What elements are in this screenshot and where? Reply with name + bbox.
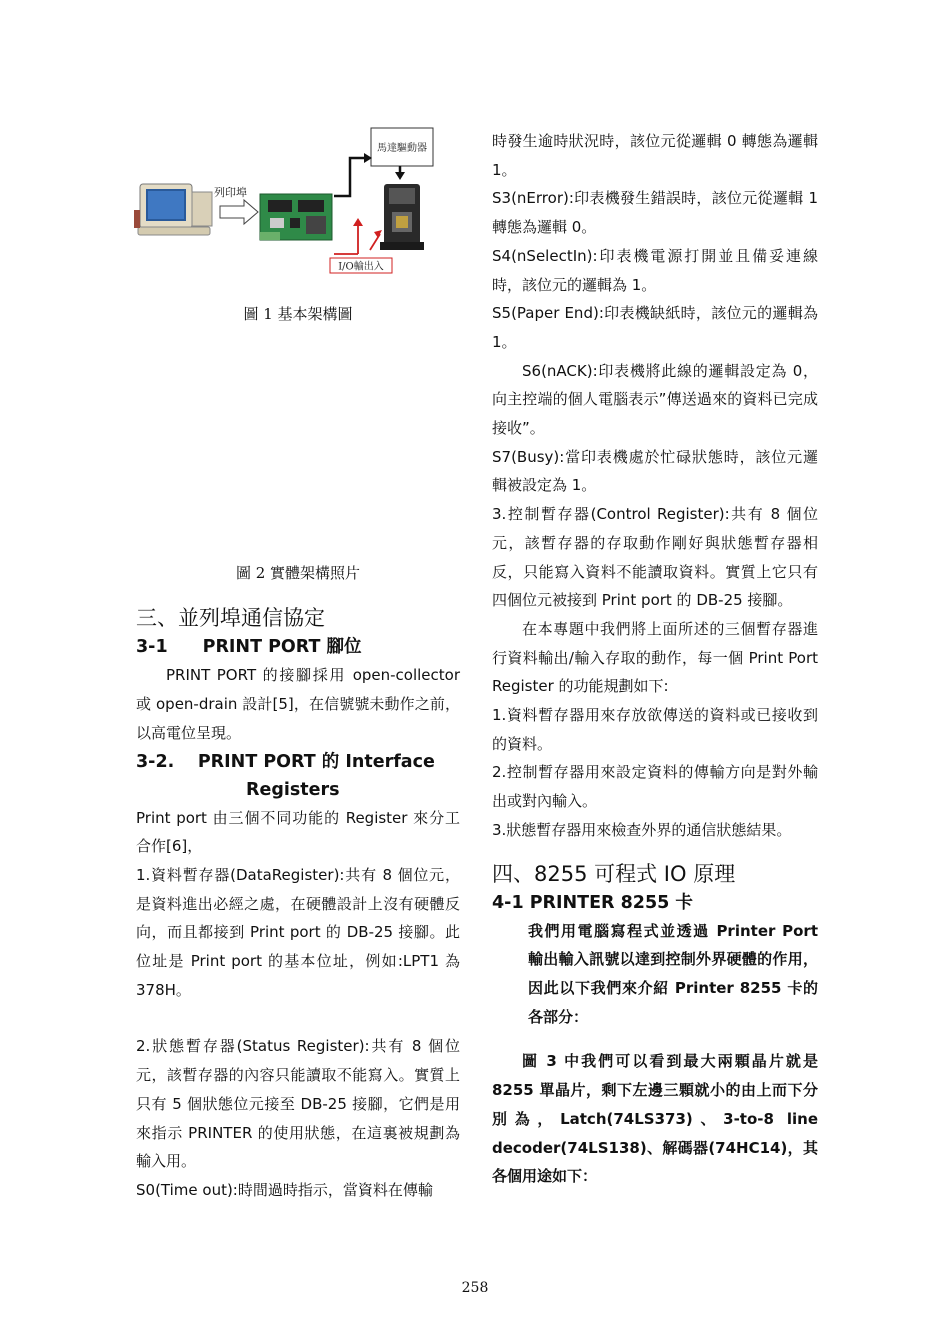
paragraph: 我們用電腦寫程式並透過 Printer Port 輸出輸入訊號以達到控制外界硬體的作用，因此以下我們來介紹 Printer 8255 卡的各部分： bbox=[528, 921, 818, 1026]
heading-3-2-cont: Registers bbox=[246, 779, 340, 800]
figure-2-placeholder bbox=[136, 329, 460, 559]
paragraph: 3.控制暫存器(Control Register):共有 8 個位元，該暫存器的存取動作剛好與狀態暫存器相反，只能寫入資料不能讀取資料。實質上它只有四個位元被接到 Print port 的 DB-25 接腳。 bbox=[492, 505, 818, 610]
motor-driver-label: 馬達驅動器 bbox=[377, 143, 427, 154]
heading-3-2: 3-2. PRINT PORT 的 Interface bbox=[136, 751, 435, 772]
paragraph: S0(Time out):時間過時指示，當資料在傳輸 bbox=[136, 1180, 433, 1199]
figure-1-caption: 圖 1 基本架構圖 bbox=[243, 305, 353, 323]
page-number: 258 bbox=[461, 1280, 489, 1296]
paragraph: 時發生逾時狀況時，該位元從邏輯 0 轉態為邏輯 1。 bbox=[492, 132, 818, 179]
io-label: I/O輸出入 bbox=[338, 261, 384, 273]
paragraph: 3.狀態暫存器用來檢查外界的通信狀態結果。 bbox=[492, 820, 792, 839]
figure-2-caption: 圖 2 實體架構照片 bbox=[235, 563, 361, 582]
heading-4-1: 4-1 PRINTER 8255 卡 bbox=[492, 892, 693, 913]
paragraph: S7(Busy):當印表機處於忙碌狀態時，該位元邏輯被設定為 1。 bbox=[492, 447, 818, 495]
left-column bbox=[136, 120, 460, 1205]
paragraph: 圖 3 中我們可以看到最大兩顆晶片就是 8255 單晶片，剩下左邊三顆就小的由上而下分別為，Latch(74LS373)、3-to-8 line decoder(74LS138)、解碼器(74HC14)，其各個用途如下： bbox=[492, 1052, 818, 1186]
paragraph: Print port 由三個不同功能的 Register 來分工合作[6]， bbox=[136, 808, 460, 856]
paragraph: 1.資料暫存器用來存放欲傳送的資料或已接收到的資料。 bbox=[492, 706, 818, 753]
right-column bbox=[492, 127, 818, 1191]
printport-label: 列印埠 bbox=[214, 186, 247, 199]
paragraph: 1.資料暫存器(DataRegister):共有 8 個位元，是資料進出必經之處，在硬體設計上沒有硬體反向，而且都接到 Print port 的 DB-25 接腳。此位址是 Print port 的基本位址，例如:LPT1 為 378H。 bbox=[136, 865, 460, 999]
section-3-title: 三、並列埠通信協定 bbox=[136, 606, 325, 631]
paragraph: S3(nError):印表機發生錯誤時，該位元從邏輯 1 轉態為邏輯 0。 bbox=[492, 189, 818, 237]
heading-3-1: 3-1 PRINT PORT 腳位 bbox=[136, 637, 362, 658]
paragraph: S6(nACK):印表機將此線的邏輯設定為 0，向主控端的個人電腦表示”傳送過來的資料已完成接收”。 bbox=[492, 361, 818, 438]
paragraph: 在本專題中我們將上面所述的三個暫存器進行資料輸出/輸入存取的動作，每一個 Print Port Register 的功能規劃如下: bbox=[492, 619, 818, 696]
paragraph: S5(Paper End):印表機缺紙時，該位元的邏輯為 1。 bbox=[492, 304, 818, 351]
paragraph: PRINT PORT 的接腳採用 open-collector 或 open-drain 設計[5]，在信號號未動作之前，以高電位呈現。 bbox=[136, 666, 460, 742]
paragraph: 2.控制暫存器用來設定資料的傳輸方向是對外輸出或對內輸入。 bbox=[492, 763, 818, 811]
paragraph: 2.狀態暫存器(Status Register):共有 8 個位元，該暫存器的內容只能讀取不能寫入。實質上只有 5 個狀態位元接至 DB-25 接腳，它們是用來指示 PRINTER 的使用狀態，在這裏被規劃為輸入用。 bbox=[136, 1037, 460, 1171]
paragraph: S4(nSelectIn):印表機電源打開並且備妥連線時，該位元的邏輯為 1。 bbox=[492, 246, 818, 294]
section-4-title: 四、8255 可程式 IO 原理 bbox=[492, 861, 736, 886]
